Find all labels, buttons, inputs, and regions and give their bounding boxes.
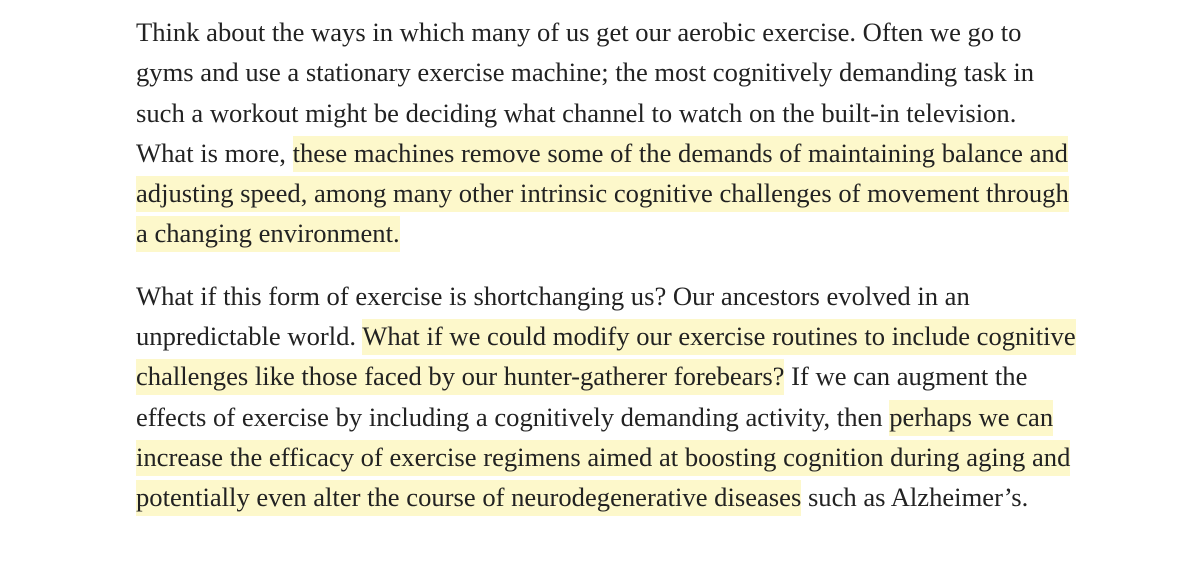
article-text <box>136 12 1076 518</box>
highlight-segment[interactable]: perhaps we can increase the efficacy of exercise regimens aimed at boosting cognition during aging and potentially even alter the course of neurodegenerative diseases <box>136 400 1070 517</box>
paragraph-2 <box>136 276 1076 518</box>
highlight-segment[interactable]: What if we could modify our exercise routines to include cognitive challenges like those faced by our hunter-gatherer forebears? <box>136 319 1076 395</box>
text-segment: such as Alzheimer’s. <box>801 482 1029 513</box>
text-segment: What if this form of exercise is shortchanging us? Our ancestors evolved in an unpredictable world. <box>136 280 970 352</box>
text-segment: Think about the ways in which many of us get our aerobic exercise. Often we go to gyms and use a stationary exercise machine; the most cognitively demanding task in such a workout might be deciding what channel to watch on the built-in television. What is more, <box>136 17 1035 168</box>
text-segment: If we can augment the effects of exercise by including a cognitively demanding activity, then <box>136 361 1028 432</box>
paragraph-1 <box>136 12 1076 254</box>
highlight-segment[interactable]: these machines remove some of the demands of maintaining balance and adjusting speed, among many other intrinsic cognitive challenges of movement through a changing environment. <box>136 136 1069 253</box>
